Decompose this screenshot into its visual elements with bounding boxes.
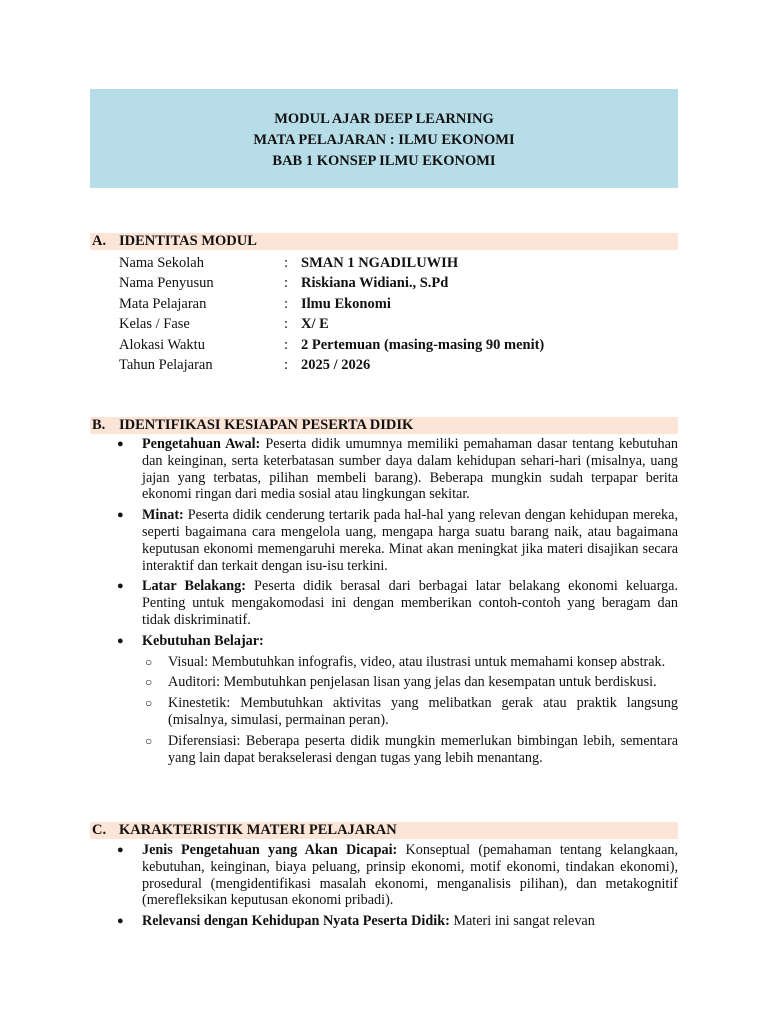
section-a-letter: A. [92, 233, 107, 249]
section-c-title: KARAKTERISTIK MATERI PELAJARAN [119, 822, 397, 838]
identity-value: Riskiana Widiani., S.Pd [301, 275, 449, 292]
section-c-letter: C. [92, 822, 107, 838]
identity-value: SMAN 1 NGADILUWIH [301, 255, 459, 271]
list-item [90, 913, 678, 930]
sub-list-item [90, 733, 678, 767]
title-line-3: BAB 1 KONSEP ILMU EKONOMI [272, 153, 496, 169]
identity-separator: : [284, 316, 289, 333]
circle-bullet-icon: ○ [145, 675, 153, 690]
section-b-content [90, 436, 678, 770]
identity-label: Mata Pelajaran [119, 295, 207, 312]
identity-separator: : [284, 275, 289, 292]
section-b-title: IDENTIFIKASI KESIAPAN PESERTA DIDIK [119, 417, 414, 433]
bullet-icon: ● [117, 915, 124, 928]
sub-list-item [90, 695, 678, 729]
identity-row [119, 335, 679, 355]
identity-label: Tahun Pelajaran [119, 356, 213, 373]
section-b-heading [90, 417, 678, 434]
identity-separator: : [284, 255, 289, 271]
sub-list-item [90, 654, 678, 671]
section-a-heading [90, 233, 678, 250]
identity-value: Ilmu Ekonomi [301, 295, 391, 312]
section-a-title: IDENTITAS MODUL [119, 233, 257, 249]
title-line-2: MATA PELAJARAN : ILMU EKONOMI [253, 132, 515, 148]
identity-table [119, 253, 679, 375]
sub-item-text: Visual: Membutuhkan infografis, video, atau ilustrasi untuk memahami konsep abstrak. [168, 653, 666, 670]
identity-value: X/ E [301, 316, 329, 333]
identity-separator: : [284, 295, 289, 312]
identity-row [119, 294, 679, 314]
identity-row [119, 355, 679, 375]
bullet-icon: ● [117, 509, 124, 522]
section-b-letter: B. [92, 417, 106, 433]
circle-bullet-icon: ○ [145, 696, 153, 711]
list-item [90, 507, 678, 574]
bullet-icon: ● [117, 438, 124, 450]
item-term: Minat: [142, 507, 184, 524]
identity-row [119, 253, 679, 273]
identity-value: 2025 / 2026 [301, 356, 371, 373]
list-item [90, 578, 678, 628]
item-term: Pengetahuan Awal: [142, 436, 261, 452]
identity-row [119, 273, 679, 293]
identity-separator: : [284, 356, 289, 373]
identity-label: Nama Penyusun [119, 275, 214, 292]
title-line-1: MODUL AJAR DEEP LEARNING [274, 111, 494, 127]
item-text: Konseptual (pemahaman tentang kelangkaan, kebutuhan, keinginan, biaya peluang, prinsip ekonomi, motif ekonomi, tindakan ekonomi), prosedural (mengidentifikasi masalah ekonomi, menganalisis pilihan), dan metakognitif (merefleksikan keputusan ekonomi pribadi). [142, 842, 679, 909]
item-text: Peserta didik cenderung tertarik pada hal-hal yang relevan dengan kehidupan mereka, seperti bagaimana cara mengelola uang, mengapa harga suatu barang naik, atau bagaimana keputusan ekonomi memengaruhi mereka. Minat akan meningkat jika materi disajikan secara interaktif dan terkait dengan isu-isu terkini. [142, 507, 678, 574]
identity-label: Alokasi Waktu [119, 336, 205, 353]
circle-bullet-icon: ○ [145, 654, 153, 669]
sub-list-item [90, 674, 678, 691]
item-term: Jenis Pengetahuan yang Akan Dicapai: [142, 842, 398, 858]
list-item [90, 436, 678, 503]
section-c-heading [90, 822, 678, 839]
sub-item-text: Diferensiasi: Beberapa peserta didik mungkin memerlukan bimbingan lebih, sementara yang lain dapat berakselerasi dengan tugas yang lebih menantang. [168, 732, 678, 766]
item-text: Peserta didik umumnya memiliki pemahaman dasar tentang kebutuhan dan keinginan, serta keterbatasan sumber daya dalam kehidupan sehari-hari (misalnya, uang jajan yang terbatas, pilihan membeli barang). Beberapa mungkin sudah terpapar berita ekonomi ringan dari media sosial atau lingkungan sekitar. [142, 436, 678, 503]
identity-value: 2 Pertemuan (masing-masing 90 menit) [301, 336, 545, 353]
sub-item-text: Kinestetik: Membutuhkan aktivitas yang melibatkan gerak atau praktik langsung (misalnya, simulasi, permainan peran). [168, 695, 678, 728]
identity-row [119, 314, 679, 334]
identity-label: Kelas / Fase [119, 316, 190, 333]
bullet-icon: ● [117, 580, 124, 593]
item-term: Latar Belakang: [142, 578, 246, 595]
list-item [90, 842, 678, 909]
document-title-box [90, 89, 678, 188]
list-item-kebutuhan [90, 633, 678, 650]
identity-label: Nama Sekolah [119, 255, 204, 271]
identity-separator: : [284, 336, 289, 353]
item-term: Relevansi dengan Kehidupan Nyata Peserta Didik: [142, 913, 450, 930]
item-text: Materi ini sangat relevan [449, 913, 595, 930]
bullet-icon: ● [117, 634, 124, 647]
sub-item-text: Auditori: Membutuhkan penjelasan lisan yang jelas dan kesempatan untuk berdiskusi. [168, 674, 657, 691]
circle-bullet-icon: ○ [145, 733, 153, 748]
section-c-content [90, 842, 678, 934]
item-term: Kebutuhan Belajar: [142, 632, 264, 649]
item-text: Peserta didik berasal dari berbagai latar belakang ekonomi keluarga. Penting untuk mengakomodasi ini dengan memberikan contoh-contoh yang beragam dan tidak diskriminatif. [142, 578, 678, 628]
bullet-icon: ● [117, 844, 124, 856]
